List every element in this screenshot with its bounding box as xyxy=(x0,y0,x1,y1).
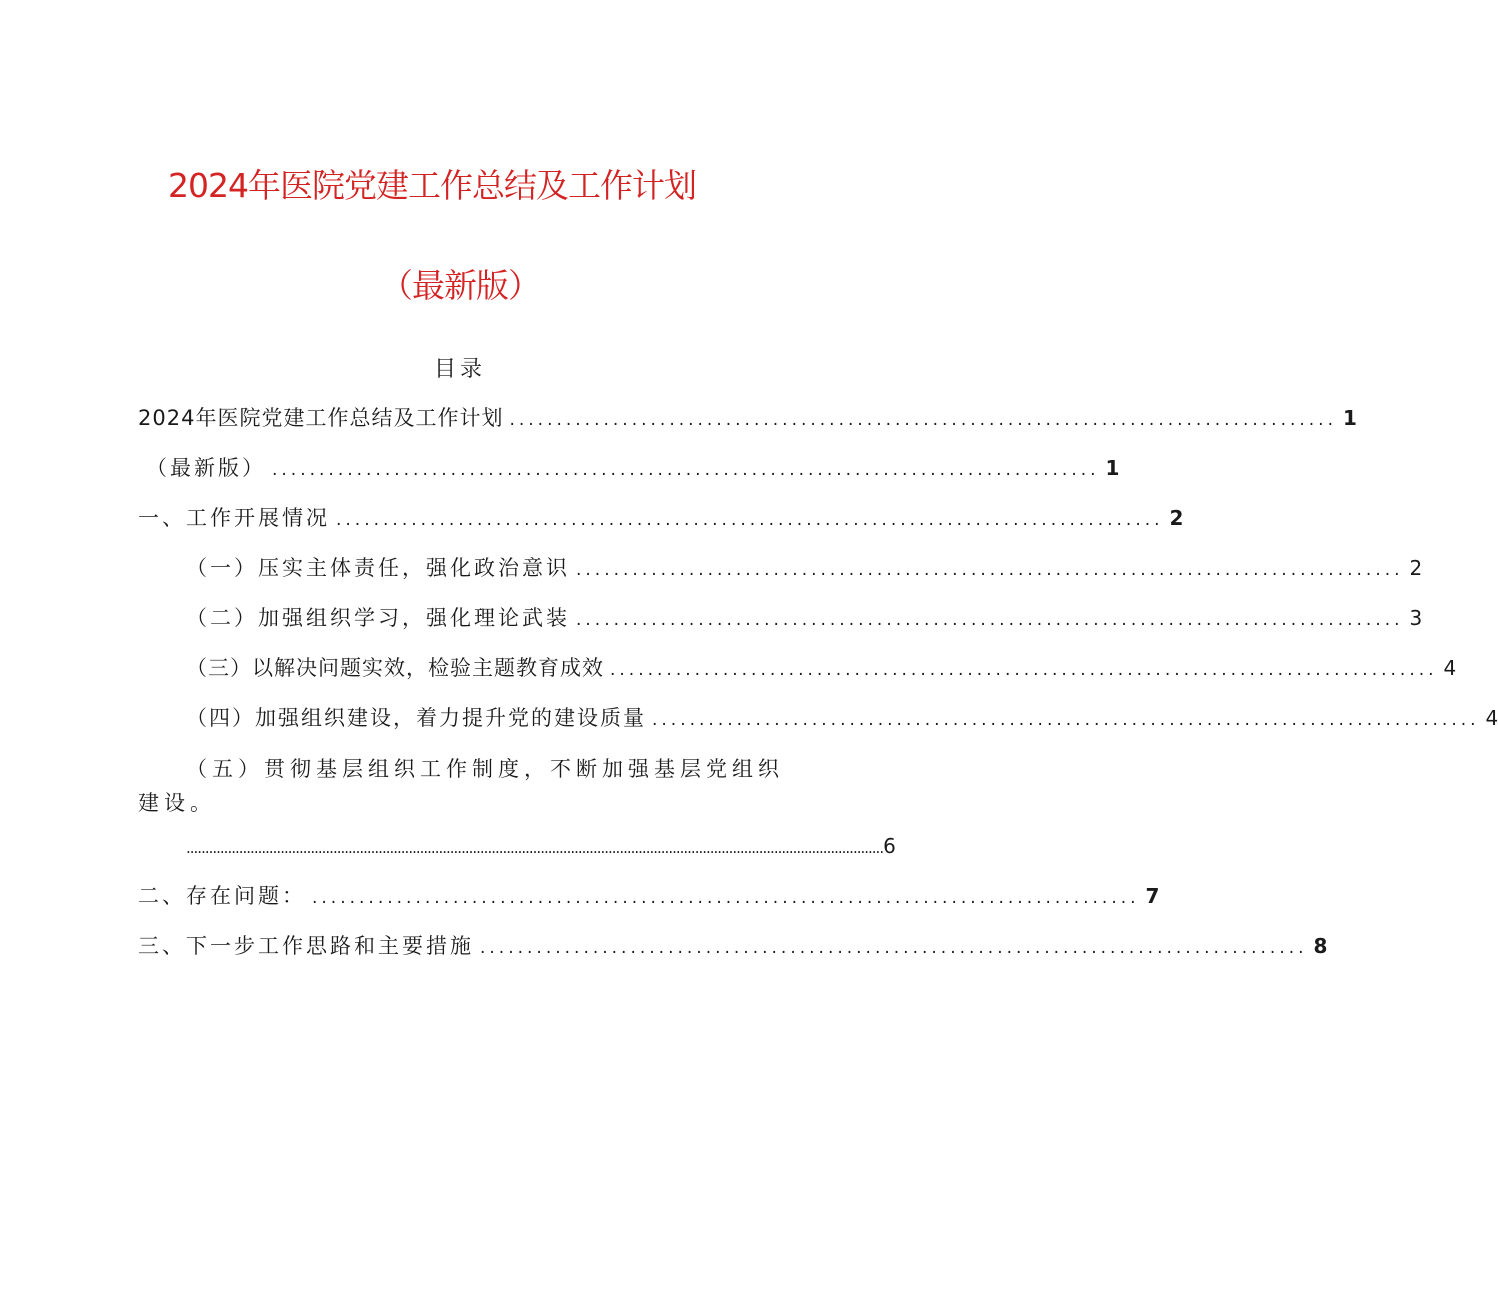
toc-entry-page: 2 xyxy=(1409,556,1423,580)
document-title: 2024年医院党建工作总结及工作计划 xyxy=(168,166,696,205)
toc-entry-page: 1 xyxy=(1105,456,1120,480)
toc-entry-label: 二、存在问题： xyxy=(138,884,306,908)
toc-entry-label-wrapped[interactable]: （五）贯彻基层组织工作制度，不断加强基层党组织建设。 xyxy=(138,757,784,815)
toc-entry[interactable] xyxy=(186,652,1457,682)
toc-heading: 目录 xyxy=(433,357,486,382)
toc-entry[interactable] xyxy=(186,552,1423,582)
toc-entry-label: （二）加强组织学习，强化理论武装 xyxy=(186,606,570,630)
toc-leader: ........................................................................................ xyxy=(652,710,1480,730)
toc-entry[interactable] xyxy=(186,602,1423,632)
toc-entry-label: 2024年医院党建工作总结及工作计划 xyxy=(138,406,504,430)
toc-entry-label: （最新版） xyxy=(146,456,266,480)
toc-entry[interactable] xyxy=(138,880,1160,910)
toc-entry[interactable] xyxy=(186,834,896,858)
toc-entry[interactable] xyxy=(138,930,1328,960)
toc-entry-label: （三）以解决问题实效，检验主题教育成效 xyxy=(186,656,604,680)
toc-entry-label: （四）加强组织建设，着力提升党的建设质量 xyxy=(186,706,646,730)
toc-leader: ........................................................................................ xyxy=(576,610,1404,630)
toc-leader: ........................................................................................ xyxy=(509,410,1337,430)
toc-entry-page: 4 xyxy=(1485,706,1498,730)
toc-leader: ........................................................................................ xyxy=(272,460,1100,480)
toc-entry[interactable] xyxy=(146,452,1120,482)
toc-entry-label: 三、下一步工作思路和主要措施 xyxy=(138,934,474,958)
toc-entry-label: （一）压实主体责任，强化政治意识 xyxy=(186,556,570,580)
toc-entry-page: 1 xyxy=(1343,406,1357,430)
toc-entry[interactable] xyxy=(138,502,1184,532)
toc-entry-label: 一、工作开展情况 xyxy=(138,506,330,530)
toc-entry-page: 4 xyxy=(1443,656,1457,680)
toc-leader: ........................................................................................ xyxy=(576,560,1404,580)
toc-leader: ......................................................................................................................................................................................... xyxy=(186,839,884,857)
toc-entry-page: 7 xyxy=(1145,884,1160,908)
document-subtitle: （最新版） xyxy=(380,266,540,305)
toc-entry-page: 3 xyxy=(1409,606,1423,630)
toc-entry-page: 8 xyxy=(1313,934,1328,958)
toc-entry-page: 2 xyxy=(1169,506,1184,530)
toc-leader: ........................................................................................ xyxy=(312,888,1140,908)
toc-leader: ........................................................................................ xyxy=(610,660,1438,680)
toc-leader: ........................................................................................ xyxy=(336,510,1164,530)
toc-entry-page: 6 xyxy=(883,834,896,858)
toc-leader: ........................................................................................ xyxy=(480,938,1308,958)
toc-entry[interactable] xyxy=(186,702,1498,732)
toc-entry[interactable] xyxy=(138,402,1357,432)
